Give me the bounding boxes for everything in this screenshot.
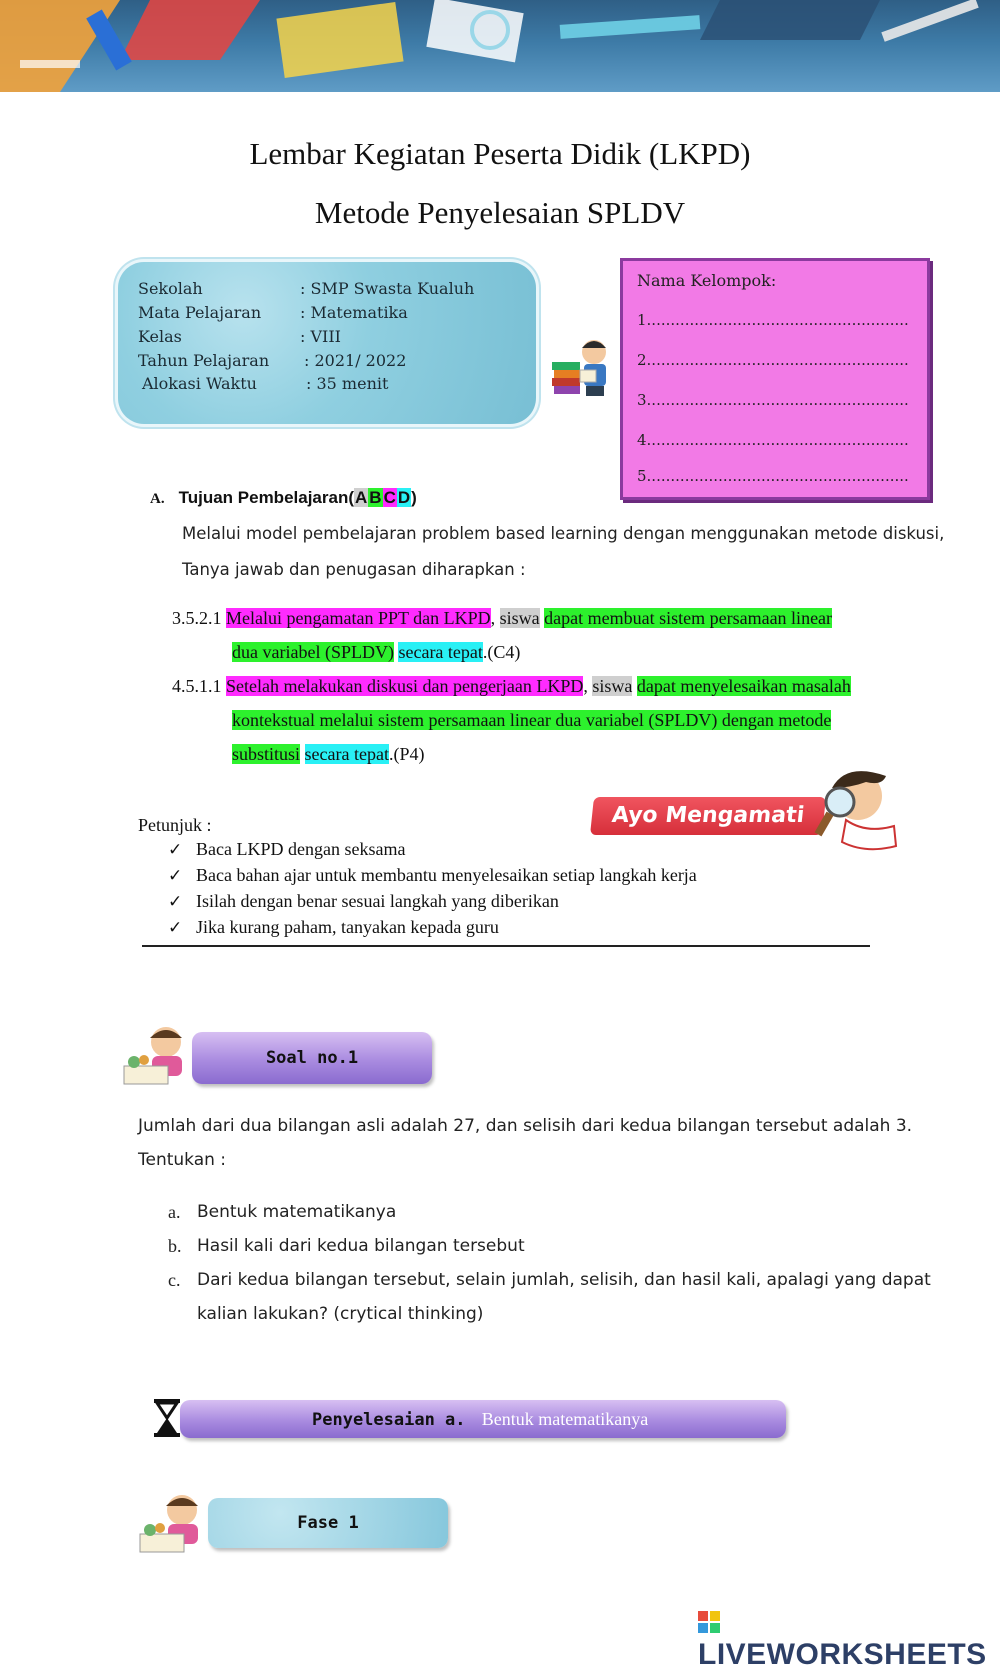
phase-label: Fase 1: [208, 1498, 448, 1548]
instruction-text: Baca LKPD dengan seksama: [196, 839, 406, 859]
logo-grid-icon: [698, 1611, 720, 1633]
objective-behavior: dapat membuat sistem persamaan linear: [544, 608, 833, 628]
instructions-title: Petunjuk :: [138, 815, 212, 835]
divider: [142, 945, 870, 947]
page-title: Lembar Kegiatan Peserta Didik (LKPD): [249, 136, 751, 171]
check-icon: ✓: [168, 892, 183, 912]
objective-1-line-1: [172, 608, 832, 629]
banner-decoration: [0, 0, 1000, 92]
objective-2-line-3: [232, 744, 424, 765]
objective-behavior: dua variabel (SPLDV): [232, 642, 394, 662]
group-member-line-5[interactable]: 5.......................................................: [637, 467, 909, 485]
objective-comma: ,: [583, 676, 588, 696]
info-label: Sekolah: [138, 279, 203, 298]
objective-1-line-2: [232, 642, 520, 663]
abcd-d: D: [397, 488, 411, 507]
group-members-panel: [620, 258, 930, 500]
abcd-a: A: [355, 488, 368, 507]
abcd-legend: [354, 488, 411, 507]
info-label: Alokasi Waktu: [142, 374, 257, 393]
section-title: Tujuan Pembelajaran: [178, 488, 349, 507]
instruction-text: Isilah dengan benar sesuai langkah yang diberikan: [196, 891, 559, 911]
objective-behavior: dapat menyelesaikan masalah: [636, 676, 851, 696]
abcd-c: C: [383, 488, 396, 507]
instruction-text: Jika kurang paham, tanyakan kepada guru: [196, 917, 499, 937]
section-letter: A.: [150, 491, 165, 507]
info-value: : Matematika: [300, 303, 408, 322]
objective-audience: siswa: [499, 608, 540, 628]
instruction-text: Baca bahan ajar untuk membantu menyelesaikan setiap langkah kerja: [196, 865, 697, 885]
question-text-line-1: Jumlah dari dua bilangan asli adalah 27, dan selisih dari kedua bilangan tersebut adalah 3.: [138, 1116, 913, 1136]
logo-text: LIVEWORKSHEETS: [698, 1638, 987, 1671]
check-icon: ✓: [168, 866, 183, 886]
objective-behavior: kontekstual melalui sistem persamaan linear dua variabel (SPLDV) dengan metode: [232, 710, 832, 730]
question-label: Soal no.1: [192, 1032, 432, 1084]
check-icon: ✓: [168, 918, 183, 938]
paren-open: (: [348, 488, 354, 507]
info-value: : 2021/ 2022: [304, 351, 407, 370]
studying-kid-icon-2: [136, 1490, 214, 1558]
info-label: Mata Pelajaran: [138, 303, 262, 322]
objective-tail: .(C4): [482, 642, 521, 662]
info-value: : SMP Swasta Kualuh: [300, 279, 475, 298]
solution-label: Penyelesaian a.: [312, 1410, 466, 1430]
paren-close: ): [411, 488, 417, 507]
intro-line-2: Tanya jawab dan penugasan diharapkan :: [182, 560, 526, 579]
list-text: Hasil kali dari kedua bilangan tersebut: [197, 1236, 525, 1256]
objective-degree: secara tepat: [304, 744, 389, 764]
question-text-line-2: Tentukan :: [138, 1150, 227, 1170]
intro-line-1: Melalui model pembelajaran problem based learning dengan menggunakan metode diskusi,: [182, 524, 945, 543]
instruction-item: [168, 917, 499, 938]
check-icon: ✓: [168, 840, 183, 860]
school-info-panel: [118, 262, 536, 424]
objective-2-line-1: [172, 676, 851, 697]
info-value: : 35 menit: [306, 374, 389, 393]
objective-code: 4.5.1.1: [172, 676, 222, 696]
instruction-item: [168, 865, 697, 886]
list-text: Dari kedua bilangan tersebut, selain jumlah, selisih, dan hasil kali, apalagi yang dapat: [197, 1270, 931, 1290]
liveworksheets-logo[interactable]: [698, 1604, 1000, 1672]
solution-a-bar: [180, 1400, 786, 1438]
instruction-item: [168, 839, 405, 860]
objective-comma: ,: [490, 608, 496, 628]
objective-degree: secara tepat: [398, 642, 483, 662]
list-marker: a.: [168, 1202, 181, 1222]
group-title: Nama Kelompok:: [637, 271, 777, 290]
objective-tail: .(P4): [388, 744, 425, 764]
objective-behavior: substitusi: [232, 744, 301, 764]
objective-condition: Setelah melakukan diskusi dan pengerjaan LKPD: [226, 676, 584, 696]
group-member-line-1[interactable]: 1.......................................................: [637, 311, 909, 329]
group-member-line-2[interactable]: 2.......................................................: [637, 351, 909, 369]
list-marker: c.: [168, 1270, 181, 1290]
ayo-mengamati-banner: Ayo Mengamati: [590, 797, 826, 835]
instruction-item: [168, 891, 559, 912]
page-subtitle: Metode Penyelesaian SPLDV: [314, 195, 686, 230]
abcd-b: B: [369, 488, 382, 507]
solution-subtitle: Bentuk matematikanya: [481, 1409, 649, 1429]
list-text: Bentuk matematikanya: [197, 1202, 397, 1222]
objective-condition: Melalui pengamatan PPT dan LKPD: [226, 608, 491, 628]
info-label: Tahun Pelajaran: [138, 351, 270, 370]
info-value: : VIII: [300, 327, 341, 346]
list-text-continued: kalian lakukan? (crytical thinking): [197, 1304, 484, 1324]
objective-audience: siswa: [592, 676, 633, 696]
objective-2-line-2: [232, 710, 831, 731]
info-label: Kelas: [138, 327, 182, 346]
objective-code: 3.5.2.1: [172, 608, 222, 628]
magnifier-boy-icon: [806, 762, 902, 860]
studying-kid-icon: [120, 1022, 198, 1090]
header-banner: [0, 0, 1000, 92]
reading-student-icon: [548, 334, 616, 402]
list-marker: b.: [168, 1236, 182, 1256]
section-a-heading: [150, 488, 417, 508]
group-member-line-4[interactable]: 4.......................................................: [637, 431, 909, 449]
hourglass-icon: [152, 1398, 182, 1438]
group-member-line-3[interactable]: 3.......................................................: [637, 391, 909, 409]
